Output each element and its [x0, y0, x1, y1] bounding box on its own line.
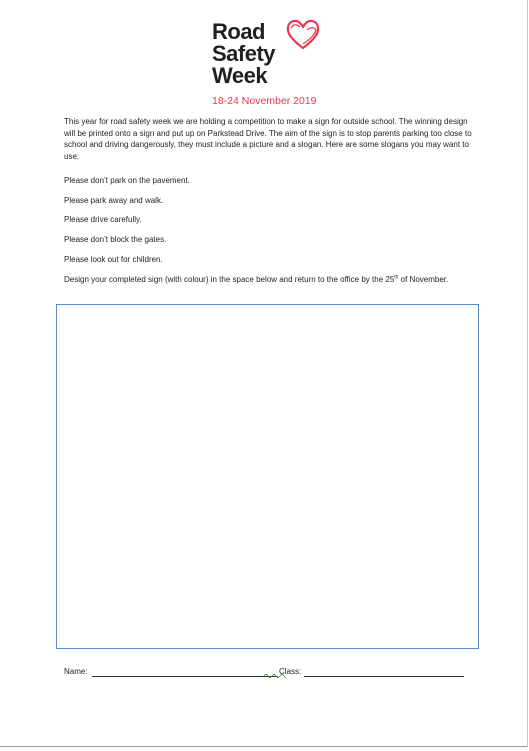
road-safety-week-logo — [212, 17, 332, 109]
name-label: Name: — [64, 667, 88, 676]
logo-word-safety: Safety — [212, 41, 276, 66]
slogan-2: Please park away and walk. — [64, 196, 164, 205]
slogan-1: Please don’t park on the pavement. — [64, 176, 190, 185]
instruction-text-end: of November. — [398, 275, 449, 284]
name-field-line[interactable] — [92, 676, 278, 677]
instruction-text: Design your completed sign (with colour) in the space below and return to the office by the 25 — [64, 275, 395, 284]
slogan-4: Please don’t block the gates. — [64, 235, 167, 244]
intro-paragraph: This year for road safety week we are holding a competition to make a sign for outside school. The winning design will be printed onto a sign and put up on Parkstead Drive. The aim of the sign is to stop parents parking too close to school and driving dangerously, they must include a picture and a slogan. Here are some slogans you may want to use: — [64, 117, 472, 161]
class-field-line[interactable] — [304, 676, 464, 677]
class-label: Class: — [279, 667, 302, 676]
logo-word-week: Week — [212, 63, 268, 88]
event-dates: 18-24 November 2019 — [212, 95, 317, 107]
heart-icon — [285, 17, 321, 51]
instruction-paragraph — [64, 274, 476, 286]
slogan-5: Please look out for children. — [64, 255, 163, 264]
slogan-3: Please drive carefully. — [64, 215, 142, 224]
design-drawing-area[interactable] — [56, 304, 479, 649]
instruction-superscript: th — [394, 274, 399, 281]
logo-word-road: Road — [212, 19, 265, 44]
